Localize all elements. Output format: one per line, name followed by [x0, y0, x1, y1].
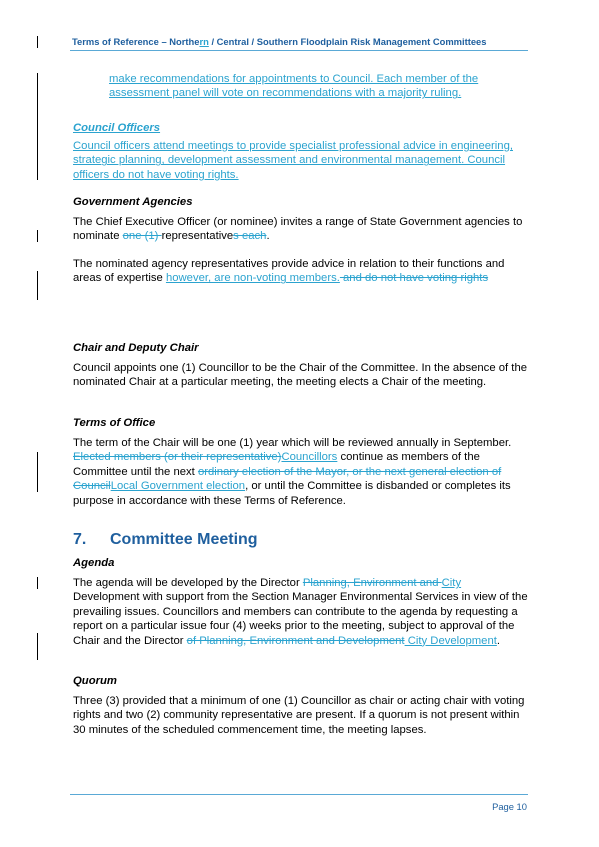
- change-bar: [37, 271, 38, 300]
- text-run: .: [266, 230, 270, 243]
- deletion: one (1): [122, 230, 162, 243]
- change-bar: [37, 36, 38, 48]
- running-header: [72, 36, 527, 47]
- text-run: representative: [161, 230, 234, 243]
- insertion: City Development: [404, 634, 497, 647]
- council-officers-text: Council officers attend meetings to provide specialist professional advice in engineering, strategic planning, development assessment and environmental management. Council officers do not have voting rights.: [73, 140, 513, 181]
- section-heading: [73, 531, 258, 549]
- text-run: The nominated agency representatives provide advice in relation to their functions and areas of expertise: [73, 258, 505, 285]
- text-run: .: [496, 634, 501, 647]
- insertion: Local Government election: [110, 480, 246, 493]
- page-number: Page 10: [492, 801, 527, 812]
- deletion: of Planning, Environment and Development: [186, 634, 405, 647]
- change-bar: [37, 230, 38, 242]
- section-title: Committee Meeting: [110, 531, 258, 548]
- quorum-paragraph: Three (3) provided that a minimum of one (1) Councillor as chair or acting chair with voting rights and two (2) community representative are present. If a quorum is not present within 30 minutes of the scheduled commencement time, the meeting lapses.: [73, 695, 525, 736]
- council-officers-paragraph: [73, 139, 528, 182]
- agenda-paragraph: [73, 576, 528, 648]
- insertion: Councillors: [281, 451, 338, 464]
- text-run: The agenda will be developed by the Director: [73, 577, 303, 589]
- government-agencies-heading: Government Agencies: [73, 196, 193, 208]
- terms-of-office-heading: Terms of Office: [73, 417, 156, 429]
- chair-heading: Chair and Deputy Chair: [73, 342, 199, 354]
- council-officers-heading: Council Officers: [73, 122, 161, 134]
- header-text: Terms of Reference – Northe: [72, 36, 200, 47]
- text-run: The term of the Chair will be one (1) year which will be reviewed annually in September.: [73, 437, 512, 449]
- footer-rule: [70, 794, 528, 795]
- deletion: Elected members (or their representative): [73, 451, 282, 464]
- government-agencies-paragraph-1: [73, 215, 528, 244]
- government-agencies-paragraph-2: [73, 257, 528, 286]
- text-run: Development with support from the Section Manager Environmental Services in view of the prevailing issues. Councillors and members can contribute to the agenda by requesting a report on a particular issue four (4) weeks prior to the meeting, subject to approval of the Chair and the Director: [73, 591, 528, 647]
- quorum-heading: Quorum: [73, 675, 117, 687]
- deletion: and do not have voting rights: [339, 272, 489, 285]
- deletion: s each: [233, 230, 267, 243]
- change-bar: [37, 452, 38, 492]
- assessment-panel-paragraph: [109, 72, 529, 101]
- agenda-heading: Agenda: [73, 557, 115, 569]
- insertion: however, are non-voting members.: [165, 272, 340, 285]
- header-insertion: rn: [199, 36, 209, 47]
- change-bar: [37, 633, 38, 660]
- text-run: continue as members of the Committee until the next: [73, 451, 480, 478]
- deletion: Planning, Environment and: [302, 577, 442, 589]
- assessment-panel-text: make recommendations for appointments to Council. Each member of the assessment panel will vote on recommendations with a majority ruling.: [109, 73, 479, 100]
- header-rule: [70, 50, 528, 51]
- header-text-rest: / Central / Southern Floodplain Risk Management Committees: [208, 36, 487, 47]
- section-number: 7.: [73, 531, 87, 548]
- chair-paragraph: Council appoints one (1) Councillor to be the Chair of the Committee. In the absence of the nominated Chair at a particular meeting, the meeting elects a Chair of the meeting.: [73, 362, 528, 389]
- text-run: The Chief Executive Officer (or nominee) invites a range of State Government agencies to nominate: [73, 216, 523, 243]
- deletion: ordinary election of the Mayor, or the next general election of Council: [73, 465, 502, 493]
- text-run: , or until the Committee is disbanded or completes its purpose in accordance with these Terms of Reference.: [73, 480, 511, 507]
- change-bar: [37, 577, 38, 589]
- insertion: City: [441, 577, 462, 589]
- change-bar: [37, 73, 38, 180]
- terms-of-office-paragraph: [73, 436, 528, 508]
